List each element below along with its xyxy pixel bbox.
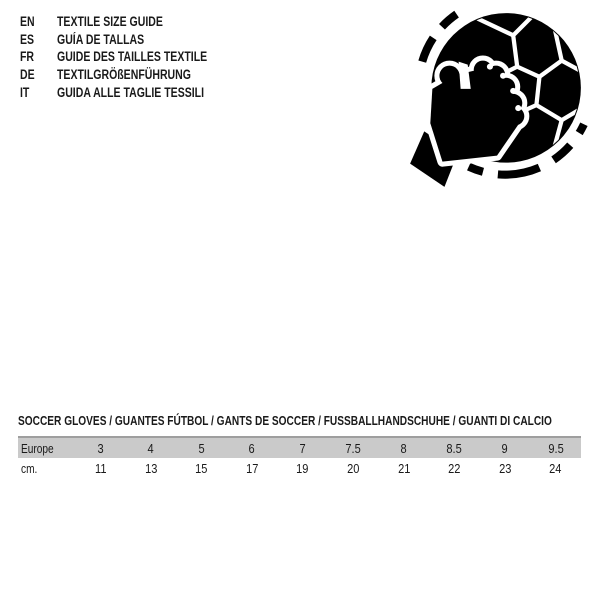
language-guide-label: GUÍA DE TALLAS xyxy=(57,31,145,47)
size-value-cell: 21 xyxy=(397,460,411,476)
language-row-es xyxy=(20,31,250,49)
language-code: ES xyxy=(20,31,35,47)
size-value-cell: 4 xyxy=(147,440,154,456)
size-value-cell: 5 xyxy=(198,440,205,456)
size-value-cell: 24 xyxy=(549,460,562,476)
size-value-cell: 7 xyxy=(299,440,306,456)
size-value-cell: 20 xyxy=(347,460,360,476)
size-table xyxy=(18,413,581,478)
row-label: Europe xyxy=(21,440,54,456)
language-row-fr xyxy=(20,48,250,66)
size-value-cell: 9 xyxy=(502,440,509,456)
size-value-cell: 13 xyxy=(144,460,158,476)
size-value-cell: 15 xyxy=(195,460,208,476)
language-row-de xyxy=(20,66,250,84)
language-code: DE xyxy=(20,67,35,83)
language-guide-label: TEXTILGRÖßENFÜHRUNG xyxy=(57,67,191,83)
size-value-cell: 11 xyxy=(94,460,107,476)
language-guide-label: GUIDE DES TAILLES TEXTILE xyxy=(57,49,208,65)
language-code: FR xyxy=(20,49,35,65)
row-label: cm. xyxy=(21,460,38,476)
size-value-cell: 22 xyxy=(448,460,461,476)
language-row-en xyxy=(20,13,250,31)
language-code: EN xyxy=(20,14,35,30)
size-value-cell: 23 xyxy=(498,460,512,476)
size-value-cell: 8.5 xyxy=(446,440,463,456)
language-code: IT xyxy=(20,84,30,100)
size-value-cell: 3 xyxy=(97,440,104,456)
size-value-cell: 17 xyxy=(245,460,259,476)
size-value-cell: 6 xyxy=(249,440,256,456)
language-row-it xyxy=(20,83,250,101)
language-guide-label: GUIDA ALLE TAGLIE TESSILI xyxy=(57,84,205,100)
size-table-title: SOCCER GLOVES / GUANTES FÚTBOL / GANTS DE SOCCER / FUSSBALLHANDSCHUHE / GUANTI DI CALCIO xyxy=(18,413,552,428)
language-guide-list xyxy=(20,13,250,101)
language-guide-label: TEXTILE SIZE GUIDE xyxy=(57,14,163,30)
size-value-cell: 8 xyxy=(400,440,407,456)
size-value-cell: 19 xyxy=(296,460,309,476)
size-value-cell: 9.5 xyxy=(547,440,564,456)
size-value-cell: 7.5 xyxy=(345,440,361,456)
table-row-cm xyxy=(18,458,581,478)
size-table-rows xyxy=(18,436,581,478)
soccer-glove-ball-icon xyxy=(400,4,592,196)
table-row-europe xyxy=(18,438,581,458)
